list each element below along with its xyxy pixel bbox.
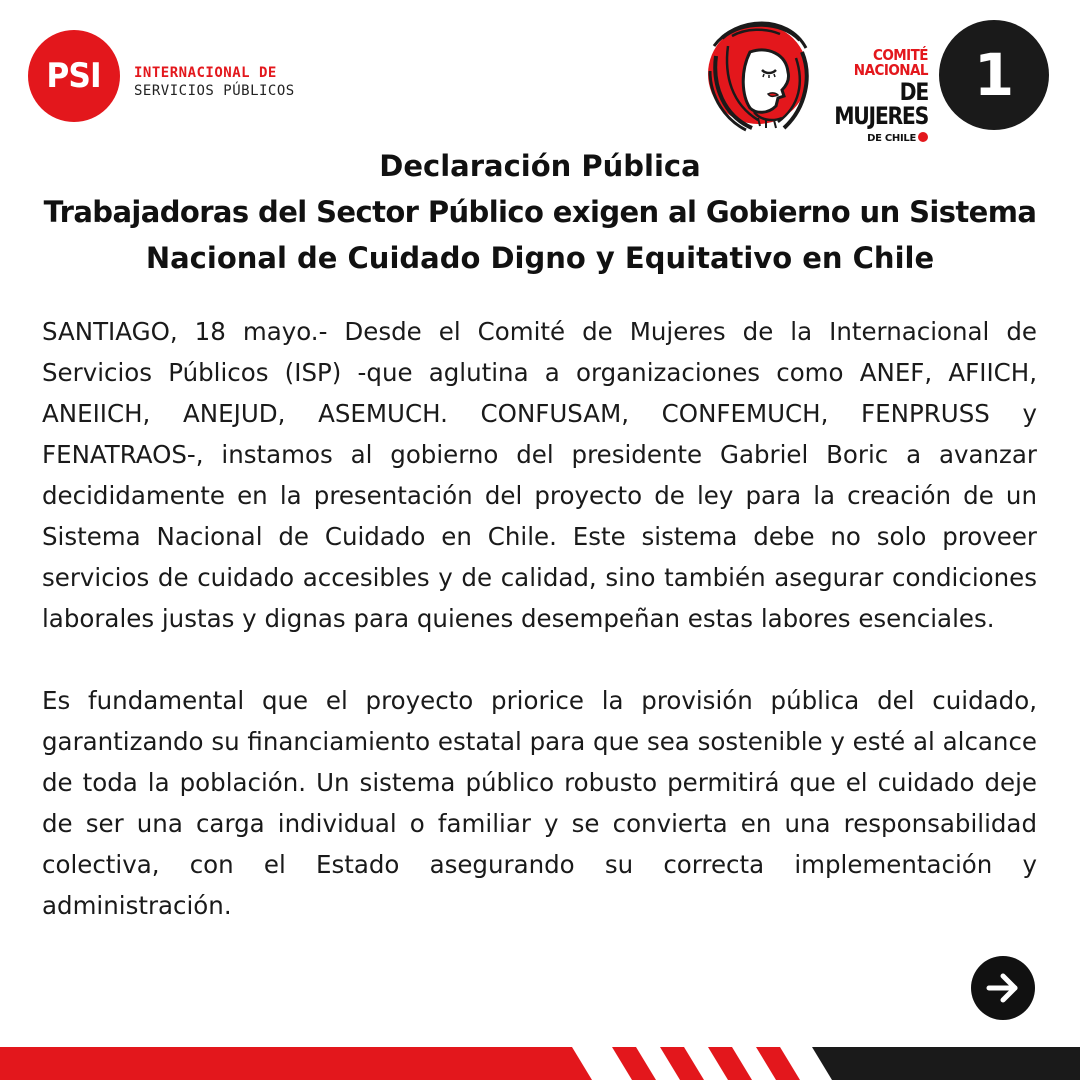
comite-name-line3: DE CHILE bbox=[867, 133, 916, 144]
declaration-title bbox=[0, 143, 1080, 281]
title-line-1: Declaración Pública bbox=[379, 149, 701, 183]
page-number-badge: 1 bbox=[939, 20, 1049, 130]
comite-organization-name bbox=[816, 48, 928, 144]
comite-name-line1: COMITÉ NACIONAL bbox=[853, 46, 928, 79]
body-paragraph-1: SANTIAGO, 18 mayo.- Desde el Comité de Mujeres de la Internacional de Servicios Públicos (ISP) -que aglutina a organizaciones como ANEF, AFIICH, ANEIICH, ANEJUD, ASEMUCH. CONFUSAM, CONFEMUCH, FENPRUSS y FENATRAOS-, instamos al gobierno del presidente Gabriel Boric a avanzar decididamente en la presentación del proyecto de ley para la creación de un Sistema Nacional de Cuidado en Chile. Este sistema debe no solo proveer servicios de cuidado accesibles y de calidad, sino también asegurar condiciones laborales justas y dignas para quienes desempeñan estas labores esenciales. bbox=[42, 317, 1037, 633]
psi-logo-text: PSI bbox=[46, 56, 102, 96]
body-paragraph-2: Es fundamental que el proyecto priorice la provisión pública del cuidado, garantizando su financiamiento estatal para que sea sostenible y esté al alcance de toda la población. Un sistema público robusto permitirá que el cuidado deje de ser una carga individual o familiar y se convierta en una responsabilidad colectiva, con el Estado asegurando su correcta implementación y administración. bbox=[42, 686, 1037, 920]
footer-stripes bbox=[0, 1047, 1080, 1080]
comite-psi-dot-icon bbox=[918, 132, 928, 142]
psi-name-line1: INTERNACIONAL DE bbox=[134, 65, 277, 81]
arrow-right-icon bbox=[983, 968, 1023, 1008]
declaration-body bbox=[42, 311, 1037, 926]
psi-logo bbox=[28, 30, 120, 122]
psi-organization-name bbox=[134, 64, 295, 100]
title-line-3: Nacional de Cuidado Digno y Equitativo en Chile bbox=[145, 241, 935, 275]
next-slide-button[interactable] bbox=[971, 956, 1035, 1020]
title-line-2: Trabajadoras del Sector Público exigen al Gobierno un Sistema bbox=[43, 195, 1037, 229]
comite-woman-emblem-icon bbox=[702, 16, 812, 132]
psi-name-line2: SERVICIOS PÚBLICOS bbox=[134, 83, 295, 99]
comite-name-line2: DE MUJERES bbox=[834, 78, 928, 130]
